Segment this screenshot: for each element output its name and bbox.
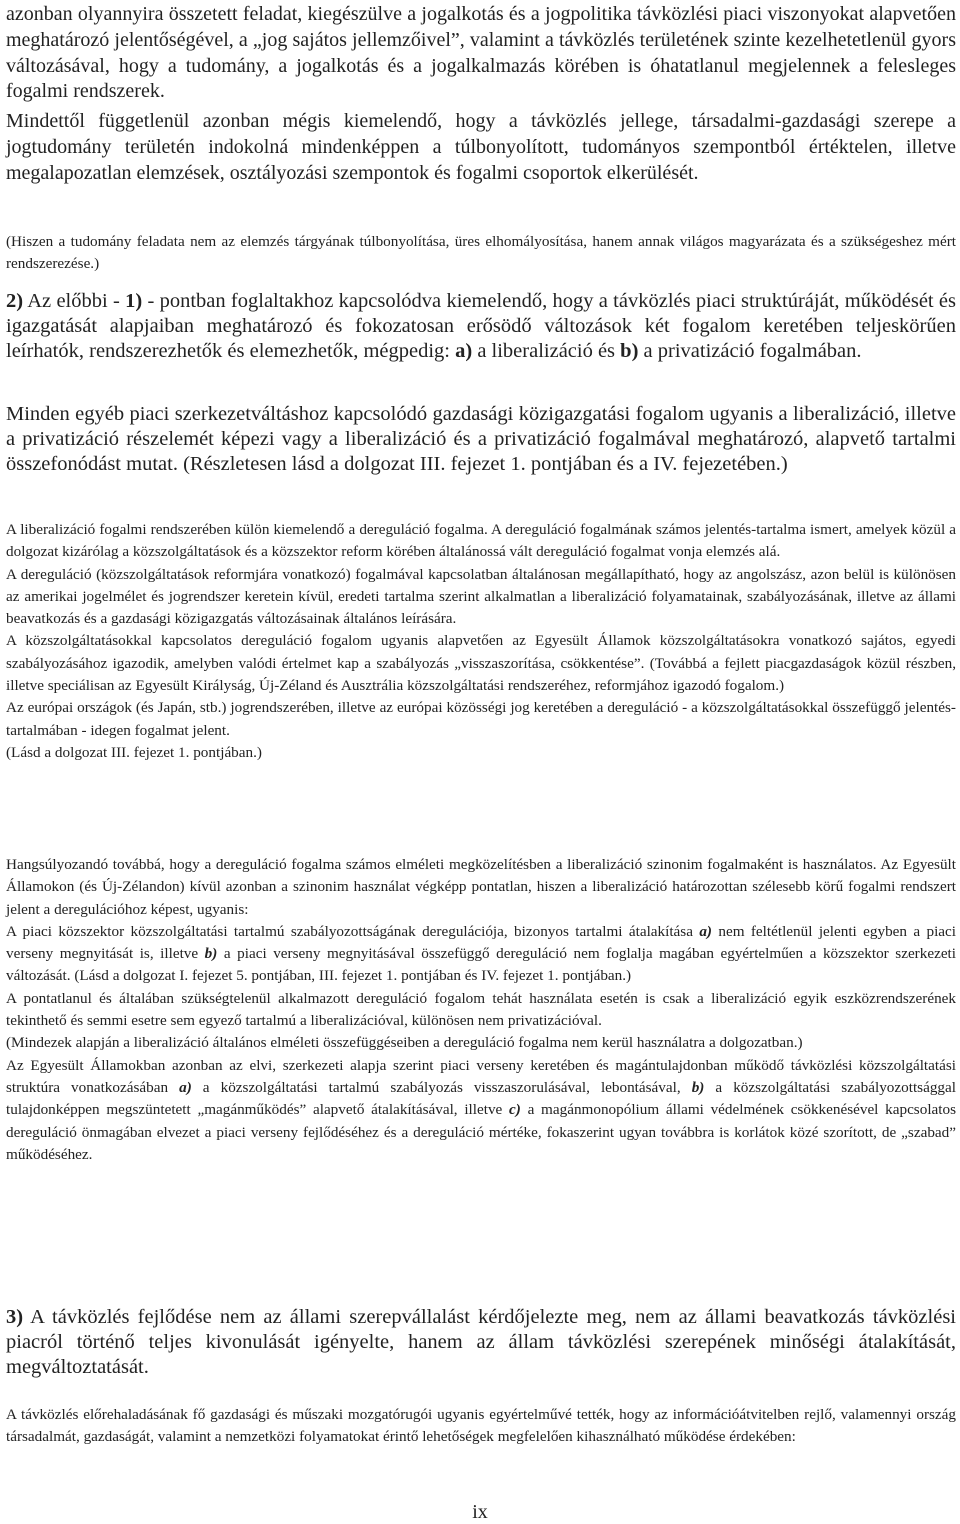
paragraph-hangsulyozando: Hangsúlyozandó továbbá, hogy a dereguláció fogalma számos elméleti megközelítésben a liberalizáció szinonim fogalmaként is használatos. Az Egyesült Államokon (és Új-Zélandon) kívül azonban a szinonim használat végképp pontatlan, hiszen a liberalizáció határozottan szélesebb körű fogalmi rendszert jelent a deregulációhoz képest, ugyanis: (6, 856, 956, 918)
paragraph-dereg-4: Az európai országok (és Japán, stb.) jogrendszerében, illetve az európai közösségi jog keretében a dereguláció - a közszolgáltatásokkal összefüggő jelentés-tartalmában - idegen fogalmat jelent. (6, 699, 956, 739)
paragraph-intro: azonban olyannyira összetett feladat, kiegészülve a jogalkotás és a jogpolitika távközlési piaci viszonyokat alapvetően meghatározó jelentőségével, a „jog sajátos jellemzőivel”, valamint a távközlés területének szinte kezelhetetlenül gyors változásával, hogy a tudomány, a jogalkotás és a jogalkalmazás körében is óhatatlanul megjelennek a felesleges fogalmi rendszerek. (6, 3, 956, 103)
item-marker-a: a) (179, 1078, 192, 1096)
section-ref-1: 1) (125, 290, 143, 312)
paragraph-mindettol: Mindettől függetlenül azonban mégis kiemelendő, hogy a távközlés jellege, társadalmi-gazdasági szerepe a jogtudomány területén indokolná mindenképpen a túlbonyolított, tudományos szempontból értéktelen, illetve megalapozatlan elemzések, osztályozási szempontok és fogalmi csoportok elkerülését. (6, 110, 956, 184)
paragraph-egyesult-allamokban: Az Egyesült Államokban azonban az elvi, szerkezeti alapja szerint piaci verseny keretében és magántulajdonban működő távközlési közszolgáltatási struktúra vonatkozásában a) a közszolgáltatási tartalmú szabályozás visszaszorulásával, lebontásával, b) a közszolgáltatási szabályozottsággal tulajdonképpen megszüntetett „magánműködés” alapvető átalakításával, illetve c) a magánmonopólium állami védelmének csökkenésével kapcsolatos dereguláció önmagában elvezet a piaci verseny fejlődéséhez és a dereguláció mértéke, fokaszerint ugyan továbbra is korlátok közé szorított, de „szabad” működéséhez. (6, 1056, 956, 1163)
section-2-number: 2) (6, 290, 24, 312)
paragraph-dereg-3: A közszolgáltatásokkal kapcsolatos dereguláció fogalom ugyanis alapvetően az Egyesült Államok közszolgáltatásokra vonatkozó sajátos, egyedi szabályozásához igazodik, amelyben valódi értelmet kap a szabályozás „visszaszorítása, csökkentése”. (Továbbá a fejlett piacgazdaságok közül részben, illetve speciálisan az Egyesült Királyság, Új-Zéland és Ausztrália közszolgáltatási rendszeréhez, reformjához igazodó fogalom.) (6, 632, 956, 695)
section-3-number: 3) (6, 1306, 24, 1328)
dereguláció-group (6, 519, 956, 764)
paragraph-piaci-kozszektor: A piaci közszektor közszolgáltatási tartalmú szabályozottságának deregulációja, bizonyos tartalmi átalakítása a) nem feltétlenül jelenti egyben a piaci verseny megnyitását is, illetve b) a piaci verseny megnyitásával összefüggő dereguláció nem foglalja magában egyértelműen a közszektor szerkezeti változását. (Lásd a dolgozat I. fejezet 5. pontjában, III. fejezet 1. pontjában és IV. fejezet 1. pontjában.) (6, 922, 956, 985)
paragraph-minden: Minden egyéb piaci szerkezetváltáshoz kapcsolódó gazdasági közigazgatási fogalom ugyanis a liberalizáció, illetve a privatizáció részelemét képezi vagy a liberalizáció és a privatizáció fogalmával meghatározó, alapvető tartalmi összefonódást mutat. (Részletesen lásd a dolgozat III. fejezet 1. pontjában és a IV. fejezetében.) (6, 403, 956, 476)
paragraph-pontatlanul: A pontatlanul és általában szükségtelenül alkalmazott dereguláció fogalom tehát használata esetén is csak a liberalizáció egyik eszközrendszerének tekinthető és semmi esetre sem egyező tartalmú a liberalizációval, különösen nem privatizációval. (6, 989, 956, 1030)
page-number: ix (472, 1501, 488, 1523)
paragraph-dereg-1: A liberalizáció fogalmi rendszerében külön kiemelendő a dereguláció fogalma. A dereguláció fogalmának számos jelentés-tartalma ismert, amelyek közül a dolgozat kizárólag a közszolgáltatások és a közszektor reform körében általánossá vált dereguláció fogalmat vonja elemzés alá. (6, 521, 956, 561)
section-3-paragraph: 3) A távközlés fejlődése nem az állami szerepvállalást kérdőjelezte meg, nem az állami beavatkozás távközlési piacról történő teljes kivonulását igényelte, hanem az állam távközlési szerepének minőségi átalakítását, megváltoztatását. (6, 1306, 956, 1379)
item-marker-c: c) (509, 1101, 521, 1119)
paragraph-dereg-2: A dereguláció (közszolgáltatások reformjára vonatkozó) fogalmával kapcsolatban általánosan megállapítható, hogy az angolszász, azon belül is különösen az amerikai jogelmélet és jogrendszer keretein kívül, eredeti tartalma szerint alkalmatlan a liberalizáció folyamatainak, szabályozásának, illetve az állami beavatkozás és a gazdasági közigazgatás változásainak általános leírására. (6, 565, 956, 628)
item-marker-a: a) (699, 922, 712, 940)
item-marker-a: a) (455, 340, 473, 363)
note-hiszen: (Hiszen a tudomány feladata nem az elemzés tárgyának túlbonyolítása, üres elhomályosítása, hanem annak világos magyarázata és a szükségeshez mért rendszerezése.) (6, 233, 956, 273)
item-marker-b: b) (204, 945, 218, 963)
paragraph-dereg-5: (Lásd a dolgozat III. fejezet 1. pontjában.) (6, 743, 262, 761)
section-2-paragraph: 2) Az előbbi - 1) - pontban foglaltakhoz kapcsolódva kiemelendő, hogy a távközlés piaci struktúráját, működését és igazgatását alapjaiban meghatározó és fokozatosan erősödő változások két fogalom keretében teljeskörűen leírhatók, rendszerezhetők és elemezhetők, mégpedig: a) a liberalizáció és b) a privatizáció fogalmában. (6, 290, 956, 363)
paragraph-tavkozles-elorehaladasa: A távközlés előrehaladásának fő gazdasági és műszaki mozgatórugói ugyanis egyértelművé tették, hogy az információátvitelben rejlő, valamennyi ország társadalmát, gazdaságát, valamint a nemzetközi folyamatokat érintő lehetőségek megfelelően kihasználható működése érdekében: (6, 1406, 956, 1446)
item-marker-b: b) (691, 1078, 705, 1096)
paragraph-mindezek: (Mindezek alapján a liberalizáció általános elméleti összefüggéseiben a dereguláció fogalma nem kerül használatra a dolgozatban.) (6, 1034, 803, 1052)
hangsulyozando-group (6, 854, 956, 1166)
item-marker-b: b) (620, 340, 639, 363)
